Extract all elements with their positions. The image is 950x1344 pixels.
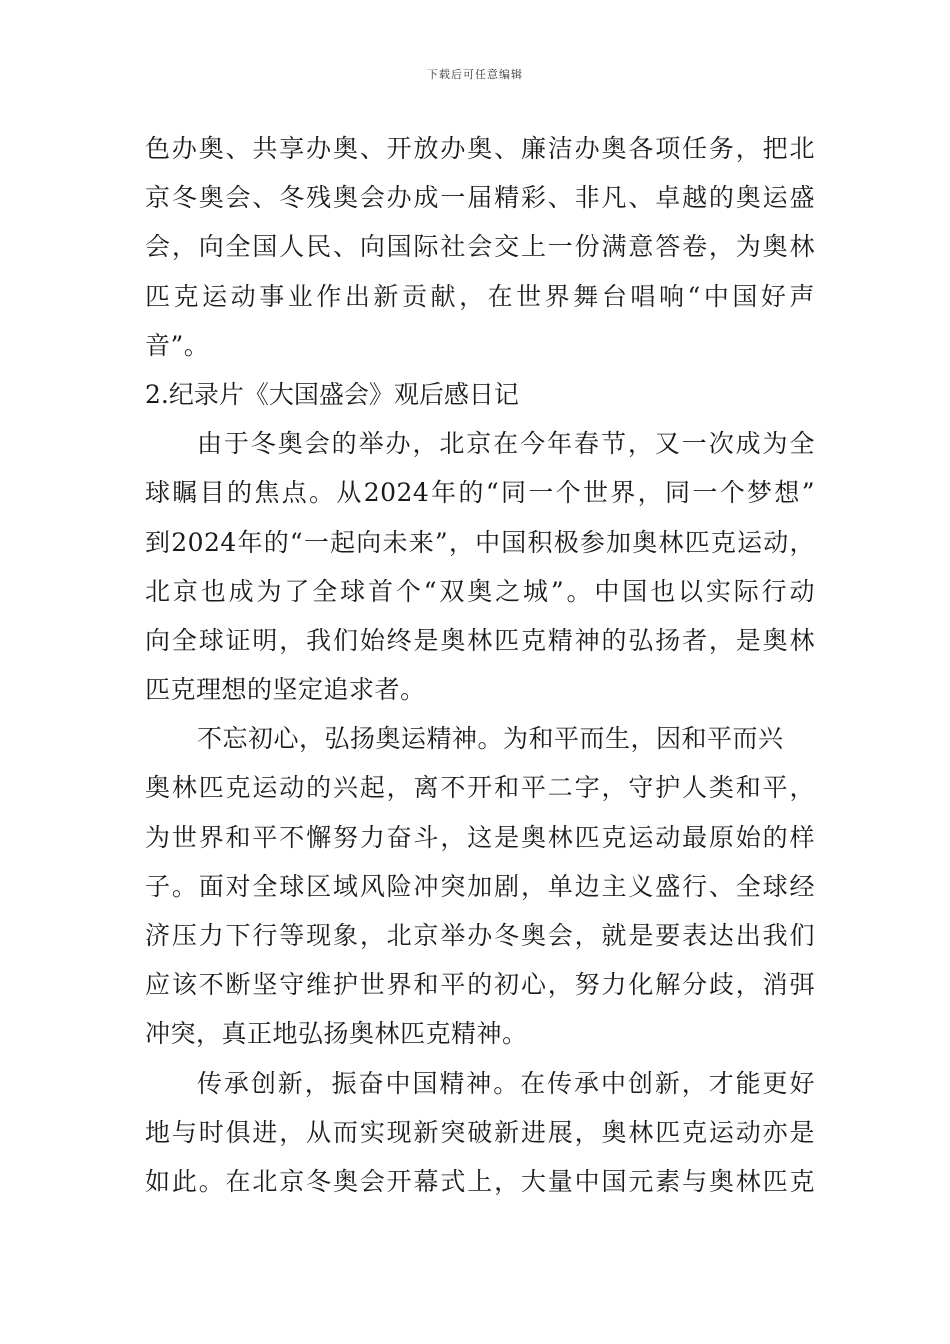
text-line: 匹克理想的坚定追求者。 [145,675,426,705]
text-line: 不忘初心，弘扬奥运精神。为和平而生，因和平而兴 [197,724,784,754]
section-heading: 2.纪录片《大国盛会》观后感日记 [145,379,519,409]
text-line: 奥林匹克运动的兴起，离不开和平二字，守护人类和平， [145,773,815,803]
text-line: 应该不断坚守维护世界和平的初心，努力化解分歧，消弭 [145,970,815,1000]
paragraph [145,124,815,370]
text-line: 子。面对全球区域风险冲突加剧，单边主义盛行、全球经 [145,871,815,901]
text-line: 到2024年的“一起向未来”，中国积极参加奥林匹克运动， [145,527,815,557]
text-line: 地与时俱进，从而实现新突破新进展，奥林匹克运动亦是 [145,1117,815,1147]
text-line: 球瞩目的焦点。从2024年的“同一个世界，同一个梦想” [145,478,815,508]
text-line: 如此。在北京冬奥会开幕式上，大量中国元素与奥林匹克 [145,1166,815,1196]
text-line: 北京也成为了全球首个“双奥之城”。中国也以实际行动 [145,576,815,606]
paragraph [145,714,815,1058]
text-line: 济压力下行等现象，北京举办冬奥会，就是要表达出我们 [145,921,815,950]
text-line: 向全球证明，我们始终是奥林匹克精神的弘扬者，是奥林 [145,625,815,655]
text-line: 音”。 [145,330,210,360]
text-line: 色办奥、共享办奥、开放办奥、廉洁办奥各项任务，把北 [145,134,815,163]
text-line: 传承创新，振奋中国精神。在传承中创新，才能更好 [197,1068,815,1098]
text-line: 会，向全国人民、向国际社会交上一份满意答卷，为奥林 [145,232,815,262]
text-line: 冲突，真正地弘扬奥林匹克精神。 [145,1019,528,1049]
text-line: 为世界和平不懈努力奋斗，这是奥林匹克运动最原始的样 [145,822,815,852]
paragraph [145,1059,815,1207]
page-header: 下载后可任意编辑 [427,68,523,81]
paragraph [145,419,815,714]
document-body [145,124,815,1206]
text-line: 京冬奥会、冬残奥会办成一届精彩、非凡、卓越的奥运盛 [145,183,815,213]
text-line: 匹克运动事业作出新贡献，在世界舞台唱响“中国好声 [145,281,815,311]
text-line: 由于冬奥会的举办，北京在今年春节，又一次成为全 [197,429,815,459]
